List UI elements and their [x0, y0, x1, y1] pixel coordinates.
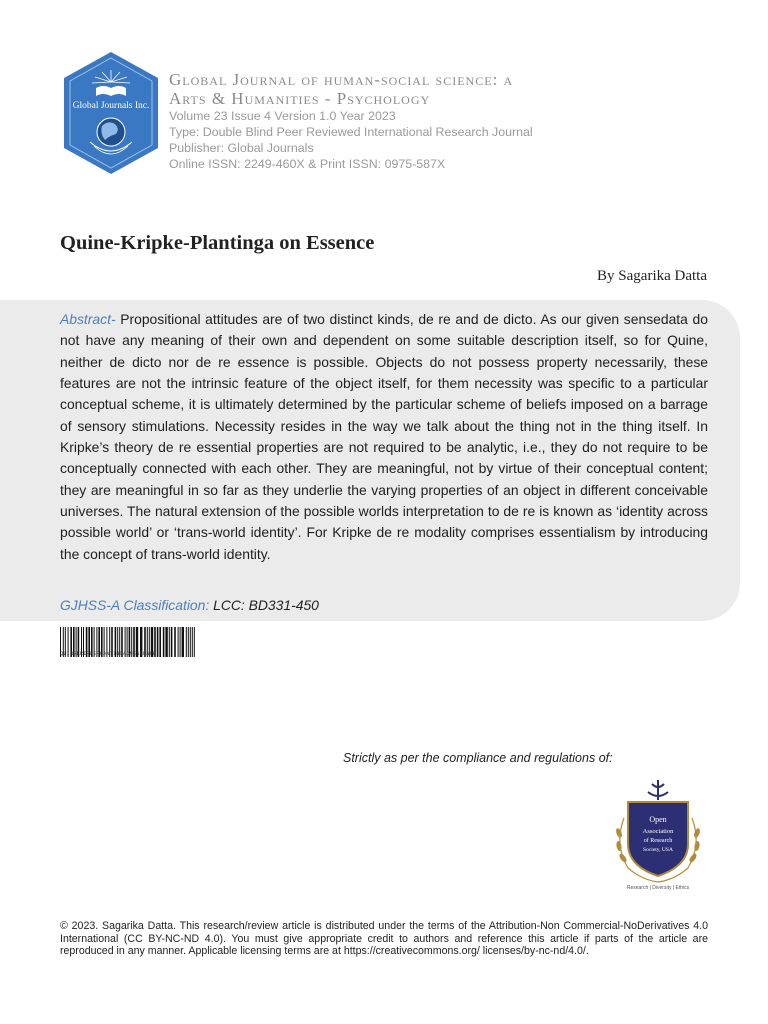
seal-caption: Research | Diversity | Ethics: [626, 885, 690, 891]
article-byline: By Sagarika Datta: [597, 268, 707, 284]
article-title: Quine-Kripke-Plantinga on Essence: [60, 232, 375, 254]
journal-title-line1: Global Journal of human-social science: a: [169, 70, 514, 89]
journal-type: Type: Double Blind Peer Reviewed International Research Journal: [169, 125, 533, 139]
classification-value: LCC: BD331-450: [209, 597, 319, 613]
journal-header: [169, 70, 729, 172]
journal-volume: Volume 23 Issue 4 Version 1.0 Year 2023: [169, 109, 396, 123]
journal-title-line2: Arts & Humanities - Psychology: [169, 89, 431, 108]
barcode-text: QUINEKRIPKEPLANTINGAONESSENCE: [60, 651, 157, 657]
journal-logo: [62, 50, 160, 176]
classification: [60, 597, 319, 613]
seal-line1: Open: [649, 815, 667, 824]
abstract-text: Propositional attitudes are of two distinct kinds, de re and de dicto. As our given sensedata do not have any meaning of their own and dependent on some suitable description itself, so for Quine, neither de dicto nor de re essence is possible. Objects do not possess property necessarily, these features are not the intrinsic feature of the object itself, for them necessity was specific to a particular conceptual scheme, it is ultimately determined by the particular scheme of beliefs imposed on a barrage of sensory stimulations. Necessity resides in the way we talk about the thing not in the thing itself. In Kripke’s theory de re essential properties are not required to be analytic, i.e., they do not require to be conceptually connected with each other. They are meaningful, not by virtue of their conceptual content; they are meaningful in so far as they underlie the varying properties of an object in different conceivable universes. The natural extension of the possible worlds interpretation to de re is known as ‘identity across possible world’ or ‘trans-world identity’. For Kripke de re modality comprises essentialism by introducing the concept of trans-world identity.: [60, 311, 708, 562]
classification-label: GJHSS-A Classification:: [60, 597, 210, 613]
compliance-note: Strictly as per the compliance and regulations of:: [343, 751, 613, 765]
seal-line2: Association: [642, 828, 674, 835]
seal-line3: of Research: [643, 838, 673, 844]
journal-publisher: Publisher: Global Journals: [169, 141, 314, 155]
abstract: [60, 309, 708, 565]
logo-text: Global Journals Inc.: [72, 101, 150, 111]
license-footer: © 2023. Sagarika Datta. This research/review article is distributed under the terms of the Attribution-Non Commercial-NoDerivatives 4.0 International (CC BY-NC-ND 4.0). You must give appropriate credit to authors and reference this article if parts of the article are reproduced in any manner. Applicable licensing terms are at https://creativecommons.org/ licenses/by-nc-nd/4.0/.: [60, 920, 708, 958]
abstract-label: Abstract-: [60, 311, 116, 327]
journal-issn: Online ISSN: 2249-460X & Print ISSN: 0975-587X: [169, 157, 446, 171]
seal-line4: Society, USA: [643, 847, 673, 853]
oars-seal: [606, 778, 710, 884]
